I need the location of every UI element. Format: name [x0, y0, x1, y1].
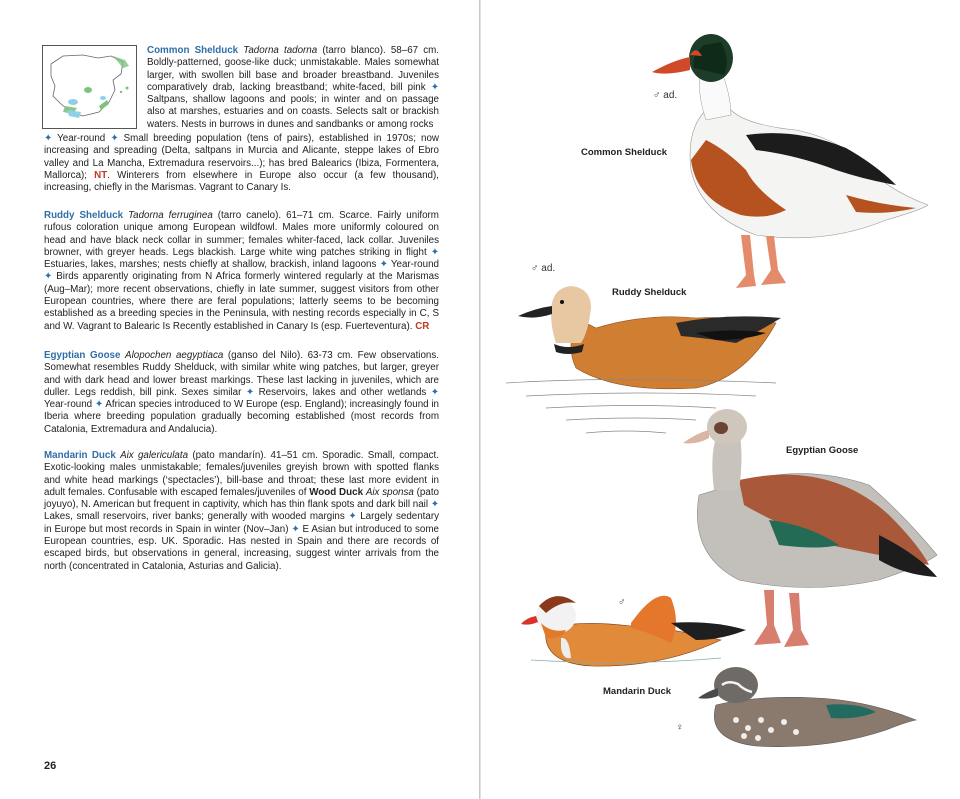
entry-text: Largely sedentary in Europe but most records in Spain in winter (Nov–Jan)	[44, 511, 439, 535]
entry-heading: Mandarin Duck	[44, 450, 116, 461]
entry-heading: Ruddy Shelduck	[44, 210, 124, 221]
separator-icon: ✦	[348, 511, 357, 523]
entry-common-shelduck-cont	[44, 133, 439, 194]
entry-mandarin-duck	[44, 450, 439, 573]
separator-icon: ✦	[94, 399, 104, 411]
entry-text: Year-round	[387, 259, 439, 271]
entry-egyptian-goose	[44, 350, 439, 436]
separator-icon: ✦	[44, 133, 53, 144]
entry-heading: Common Shelduck	[147, 45, 239, 56]
entry-text: Year-round	[52, 133, 111, 144]
entry-text: (tarro canelo). 61–71 cm. Scarce. Fairly uniform rufous coloration unique among European wildfowl. Males more uniformly coloured on head and have black neck collar in summer; females whiter-faced, lack collar. Juveniles browner, with greyer heads. Legs blackish. Large white wing patches striking in flight	[44, 210, 439, 258]
entry-text: Reservoirs, lakes and other wetlands	[254, 386, 431, 398]
latin-name: Tadorna tadorna	[243, 45, 318, 56]
label-mandarin-duck: Mandarin Duck	[603, 686, 672, 697]
entry-text: Small breeding population (tens of pairs), established in 1970s; now increasing and spreading (Delta, saltpans in Murcia and Alicante, steppe lakes of Ebro valley and La Mancha, Extremadura reservoirs...); has bred Balearics (Ibiza, Formentera, Mallorca);	[44, 133, 439, 181]
label-egyptian-goose: Egyptian Goose	[786, 445, 859, 456]
conservation-status: CR	[415, 320, 430, 332]
entry-text: (pato mandarín). 41–51 cm. Sporadic. Small, compact. Exotic-looking males unmistakable; females/juveniles greyish brown with spotted flanks and white head markings (‘spectacles’), bill-base and throat; these last more evident in adult females. Confusable with escaped females/juveniles of	[44, 450, 439, 498]
entry-text: Year-round	[44, 399, 95, 411]
entry-text: Birds apparently originating from N Africa formerly wintered regularly at the Marismas (Aug–Mar); more recent observations, chiefly in late summer, suggest visitors from other European countries, where there are feral populations; latterly seems to be becoming established as a breeding species in the Peninsula, with nesting records especially in C, S and W. Vagrant to Balearic Is Recently established in Canary Is (esp. Fuerteventura).	[44, 271, 439, 332]
separator-icon: ✦	[430, 386, 439, 398]
separator-icon: ✦	[44, 271, 53, 283]
sex-label-female: ♀	[676, 722, 684, 733]
page-number: 26	[44, 760, 57, 772]
conservation-status: NT	[94, 169, 108, 181]
alt-species-name: Wood Duck	[309, 486, 364, 498]
latin-name: Tadorna ferruginea	[128, 210, 213, 221]
entry-text: Saltpans, shallow lagoons and pools; in winter and on passage also at marshes, estuaries and on coasts. Selects salt or brackish waters. Nests in burrows in dunes and sandbanks or among rocks	[147, 94, 439, 130]
entry-text: . Winterers from elsewhere in Europe also occur (a few thousand), increasing, chiefly in the Marismas. Vagrant to Canary Is.	[44, 169, 439, 194]
entry-text: E Asian but introduced to some European countries, esp. UK. Sporadic. Has nested in Spain and there are records of escaped birds, but observations in general, increasing, suggest winter arrivals from the north (concentrated in Catalonia, Asturias and Galicia).	[44, 523, 439, 572]
latin-name: Alopochen aegyptiaca	[125, 350, 224, 361]
entry-text: (pato joyuyo), N. American but frequent in captivity, which has thin flank spots and dark bill nail	[44, 486, 439, 511]
entry-text: Lakes, small reservoirs, river banks; generally with wooded margins	[44, 511, 349, 523]
mandarin-duck-male-illustration	[521, 578, 751, 673]
separator-icon: ✦	[291, 523, 300, 535]
entry-heading: Egyptian Goose	[44, 350, 121, 361]
alt-latin-name: Aix sponsa	[365, 486, 414, 498]
sex-label-male-adult: ♂ ad.	[653, 90, 678, 101]
separator-icon: ✦	[430, 246, 439, 258]
entry-text: (tarro blanco). 58–67 cm. Boldly-patterned, goose-like duck; unmistakable. Males somewhat larger, with swollen bill base and broader breastband. Juveniles comparatively drab, lacking breastband; white-faced, bill pink	[147, 45, 439, 93]
separator-icon: ✦	[379, 259, 388, 271]
separator-icon: ✦	[430, 81, 439, 93]
entry-ruddy-shelduck	[44, 210, 439, 333]
entry-common-shelduck	[147, 45, 439, 131]
label-ruddy-shelduck: Ruddy Shelduck	[612, 287, 687, 298]
sex-label-male-adult: ♂ ad.	[531, 263, 556, 274]
right-page	[481, 0, 960, 799]
entry-text: African species introduced to W Europe (esp. England); increasingly found in Iberia where breeding population gradually becoming established (most records from Catalonia, Extremadura and Andalucia).	[44, 399, 439, 435]
entry-text: (ganso del Nilo). 63-73 cm. Few observations. Somewhat resembles Ruddy Shelduck, with similar white wing patches, but larger, greyer and with dark head and lower breast markings. These last lacking in juveniles, which are duller. Legs reddish, bill pink. Sexes similar	[44, 350, 439, 398]
separator-icon: ✦	[245, 386, 255, 398]
latin-name: Aix galericulata	[120, 450, 189, 461]
label-common-shelduck: Common Shelduck	[581, 147, 668, 158]
mandarin-duck-female-illustration	[696, 660, 921, 755]
separator-icon: ✦	[110, 133, 119, 144]
distribution-map-icon	[42, 45, 137, 129]
separator-icon: ✦	[430, 499, 439, 511]
entry-text: Estuaries, lakes, marshes; nests chiefly at shallow, brackish, inland lagoons	[44, 259, 380, 271]
sex-label-male: ♂	[618, 597, 626, 608]
common-shelduck-illustration	[646, 30, 931, 295]
